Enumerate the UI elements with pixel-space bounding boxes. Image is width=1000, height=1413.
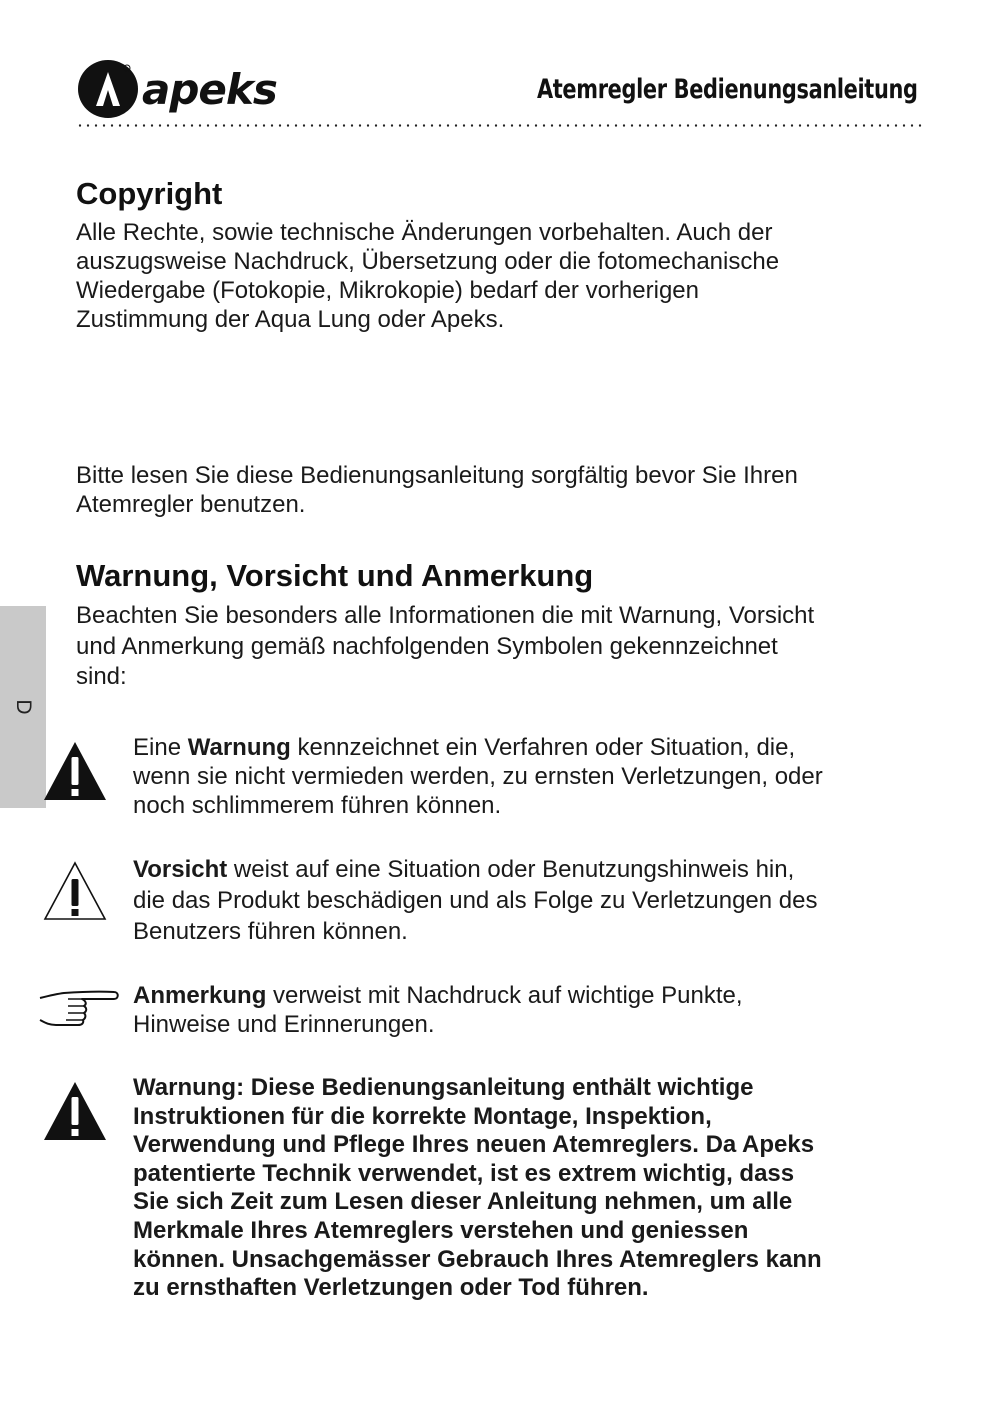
language-tab-label: D <box>12 699 35 715</box>
document-title: Atemregler Bedienungsanleitung <box>537 74 918 105</box>
pointing-hand-icon <box>38 984 120 1030</box>
warnings-intro-text: Beachten Sie besonders alle Informationen die mit Warnung, Vorsicht und Anmerkung gemäß nachfolgenden Symbolen gekennzeichnet sind: <box>76 602 815 690</box>
header-divider <box>76 124 926 127</box>
warning-filled-triangle-icon <box>42 1080 108 1142</box>
caution-outline-triangle-icon <box>42 860 108 922</box>
copyright-text: Alle Rechte, sowie technische Änderungen vorbehalten. Auch der auszugsweise Nachdruck, Übersetzung oder die fotomechanische Wiedergabe (Fotokopie, Mikrokopie) bedarf der vorherigen Zustimmung der Aqua Lung oder Apeks. <box>76 219 780 333</box>
language-tab <box>0 606 46 808</box>
note-notice-text: Anmerkung verweist mit Nachdruck auf wichtige Punkte, Hinweise und Erinnerungen. <box>133 982 743 1038</box>
read-instructions-text: Bitte lesen Sie diese Bedienungsanleitung sorgfältig bevor Sie Ihren Atemregler benutzen. <box>76 462 798 518</box>
warning-filled-triangle-icon <box>42 740 108 802</box>
final-warning-text: Warnung: Diese Bedienungsanleitung enthält wichtige Instruktionen für die korrekte Montage, Inspektion, Verwendung und Pflege Ihres neuen Atemreglers. Da Apeks patentierte Technik verwendet, ist es extrem wichtig, dass Sie sich Zeit zum Lesen dieser Anleitung nehmen, um alle Merkmale Ihres Atemreglers verstehen und geniessen können. Unsachgemässer Gebrauch Ihres Atemreglers kann zu ernsthaften Verletzungen oder Tod führen. <box>133 1074 822 1302</box>
warnings-heading: Warnung, Vorsicht und Anmerkung <box>76 558 594 593</box>
warning-notice-text: Eine Warnung kennzeichnet ein Verfahren oder Situation, die, wenn sie nicht vermieden werden, zu ernsten Verletzungen, oder noch schlimmerem führen können. <box>133 734 823 819</box>
copyright-heading: Copyright <box>76 176 223 211</box>
apeks-logo <box>76 56 326 122</box>
caution-notice-text: Vorsicht weist auf eine Situation oder Benutzungshinweis hin, die das Produkt beschädigen und als Folge zu Verletzungen des Benutzers führen können. <box>133 856 818 945</box>
svg-text:apeks: apeks <box>142 65 277 114</box>
